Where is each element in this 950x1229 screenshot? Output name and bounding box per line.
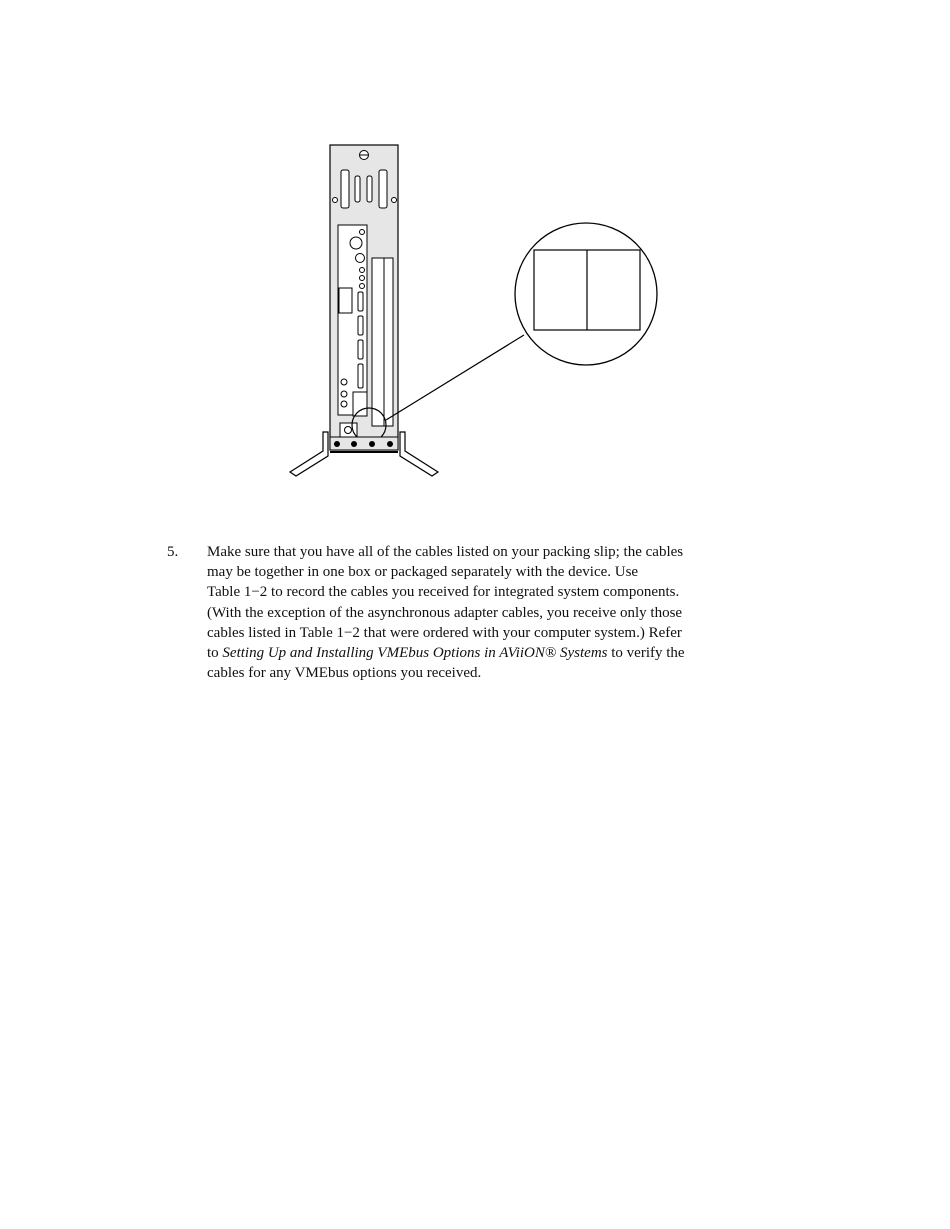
computer-rear-panel-illustration: [0, 0, 950, 520]
stand-left: [290, 432, 328, 476]
step-text-line: [207, 643, 807, 663]
step-text-fragment: to verify the: [607, 645, 685, 662]
step-text-line: Table 1−2 to record the cables you received for integrated system components.: [207, 584, 680, 601]
step-text-fragment: to: [207, 645, 223, 662]
step-text-line: (With the exception of the asynchronous adapter cables, you receive only those: [207, 604, 683, 621]
callout-leader-line: [386, 335, 524, 420]
step-text-line: may be together in one box or packaged separately with the device. Use: [207, 564, 639, 581]
step-text-line: cables listed in Table 1−2 that were ordered with your computer system.) Refer: [207, 624, 682, 641]
stand-right: [400, 432, 438, 476]
step-text-line: Make sure that you have all of the cables listed on your packing slip; the cables: [207, 544, 684, 560]
book-title-reference: Setting Up and Installing VMEbus Options in AViiON® Systems: [222, 645, 608, 662]
step-number: 5.: [167, 544, 179, 560]
step-text: [207, 542, 807, 683]
card-slot: [372, 258, 393, 426]
step-text-line: cables for any VMEbus options you received.: [207, 665, 482, 682]
